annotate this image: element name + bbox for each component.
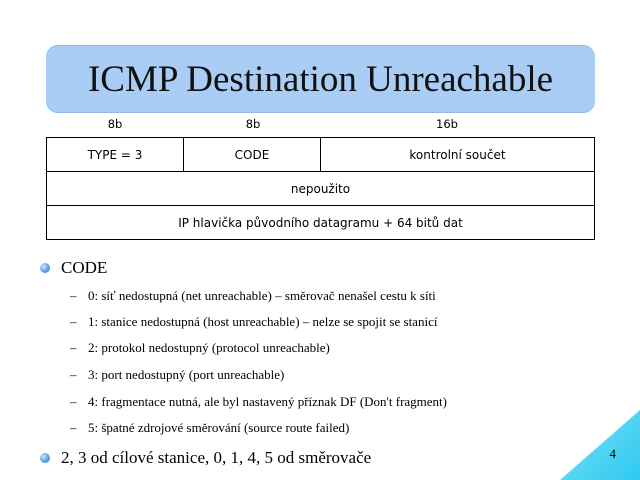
bit-label-type: 8b (107, 117, 123, 131)
dash-icon: – (70, 314, 77, 329)
list-item (70, 420, 590, 436)
page-number: 4 (609, 446, 616, 461)
list-item (70, 367, 590, 383)
list-item-text: 2: protokol nedostupný (protocol unreachable) (88, 340, 330, 355)
list-item-text: 4: fragmentace nutná, ale byl nastavený příznak DF (Don't fragment) (88, 394, 447, 409)
ip-header-cell: IP hlavička původního datagramu + 64 bitů dat (47, 206, 595, 240)
list-item-text: 0: síť nedostupná (net unreachable) – směrovač nenašel cestu k síti (88, 288, 436, 303)
list-item (70, 394, 590, 410)
icmp-header-table (46, 137, 595, 240)
list-item-text: 3: port nedostupný (port unreachable) (88, 367, 285, 382)
dash-icon: – (70, 420, 77, 435)
bullet-summary (40, 448, 600, 468)
list-item-text: 1: stanice nedostupná (host unreachable) – nelze se spojit se stanicí (88, 314, 438, 329)
list-item-text: 5: špatné zdrojové směrování (source route failed) (88, 420, 350, 435)
bit-label-code: 8b (245, 117, 261, 131)
dash-icon: – (70, 288, 77, 303)
bullet-text: 2, 3 od cílové stanice, 0, 1, 4, 5 od směrovače (61, 448, 372, 467)
table-row (47, 138, 595, 172)
checksum-cell: kontrolní součet (321, 138, 595, 172)
code-cell: CODE (184, 138, 321, 172)
title-box (46, 45, 595, 113)
bullet-icon (40, 263, 50, 273)
list-item (70, 288, 590, 304)
slide-title: ICMP Destination Unreachable (87, 58, 554, 100)
bit-label-checksum: 16b (436, 117, 458, 131)
bullet-text: CODE (61, 258, 108, 277)
dash-icon: – (70, 367, 77, 382)
unused-cell: nepoužito (47, 172, 595, 206)
table-row (47, 206, 595, 240)
bullet-code (40, 258, 600, 278)
list-item (70, 340, 590, 356)
list-item (70, 314, 590, 330)
dash-icon: – (70, 394, 77, 409)
bullet-icon (40, 453, 50, 463)
table-row (47, 172, 595, 206)
type-cell: TYPE = 3 (47, 138, 184, 172)
dash-icon: – (70, 340, 77, 355)
